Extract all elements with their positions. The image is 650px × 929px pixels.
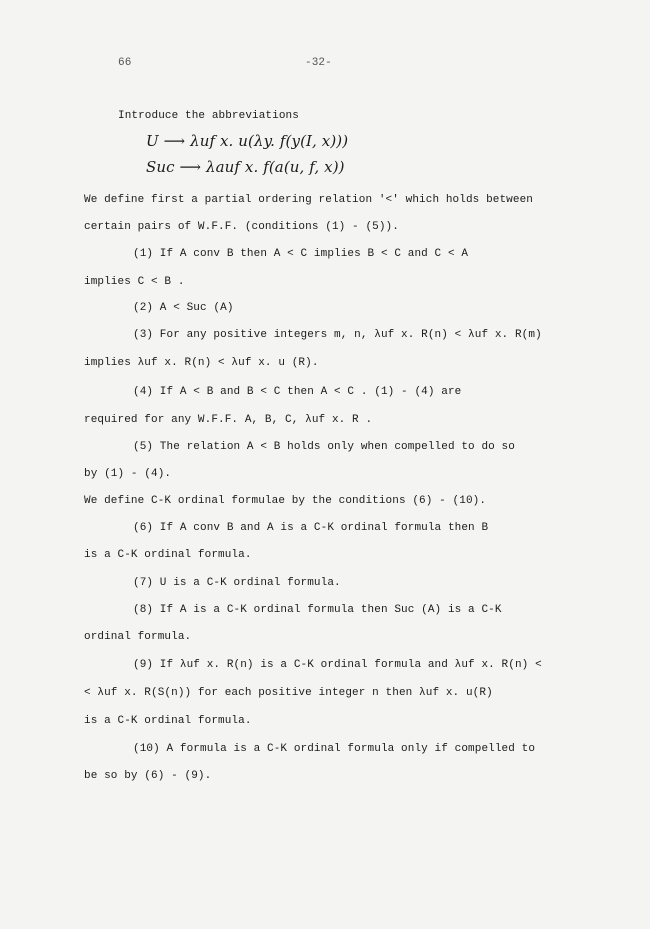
condition-7: (7) U is a C-K ordinal formula. [133, 577, 341, 589]
text-line: certain pairs of W.F.F. (conditions (1) - (5)). [84, 221, 399, 233]
text-line: We define first a partial ordering relation '<' which holds between [84, 194, 533, 206]
condition-8: (8) If A is a C-K ordinal formula then Suc (A) is a C-K [133, 604, 502, 616]
condition-5: (5) The relation A < B holds only when compelled to do so [133, 441, 515, 453]
text-line: < λuf x. R(S(n)) for each positive integer n then λuf x. u(R) [84, 687, 493, 699]
condition-10: (10) A formula is a C-K ordinal formula only if compelled to [133, 743, 536, 755]
formula-line: U ⟶ λuf x. u(λy. f(y(I, x))) [146, 132, 349, 150]
text-line: be so by (6) - (9). [84, 770, 212, 782]
text-line: implies C < B . [84, 276, 185, 288]
page-number: -32- [305, 57, 332, 69]
text-line: is a C-K ordinal formula. [84, 549, 252, 561]
text-line: by (1) - (4). [84, 468, 172, 480]
condition-1: (1) If A conv B then A < C implies B < C and C < A [133, 248, 469, 260]
text-line: Introduce the abbreviations [118, 110, 299, 122]
condition-2: (2) A < Suc (A) [133, 302, 234, 314]
condition-9: (9) If λuf x. R(n) is a C-K ordinal formula and λuf x. R(n) < [133, 659, 542, 671]
text-line: required for any W.F.F. A, B, C, λuf x. R . [84, 414, 373, 426]
condition-4: (4) If A < B and B < C then A < C . (1) - (4) are [133, 386, 462, 398]
text-line: ordinal formula. [84, 631, 192, 643]
condition-6: (6) If A conv B and A is a C-K ordinal formula then B [133, 522, 489, 534]
margin-number: 66 [118, 57, 132, 69]
condition-3: (3) For any positive integers m, n, λuf x. R(n) < λuf x. R(m) [133, 329, 542, 341]
text-line: We define C-K ordinal formulae by the conditions (6) - (10). [84, 495, 487, 507]
text-line: is a C-K ordinal formula. [84, 715, 252, 727]
text-line: implies λuf x. R(n) < λuf x. u (R). [84, 357, 319, 369]
formula-line: Suc ⟶ λauf x. f(a(u, f, x)) [146, 158, 345, 176]
